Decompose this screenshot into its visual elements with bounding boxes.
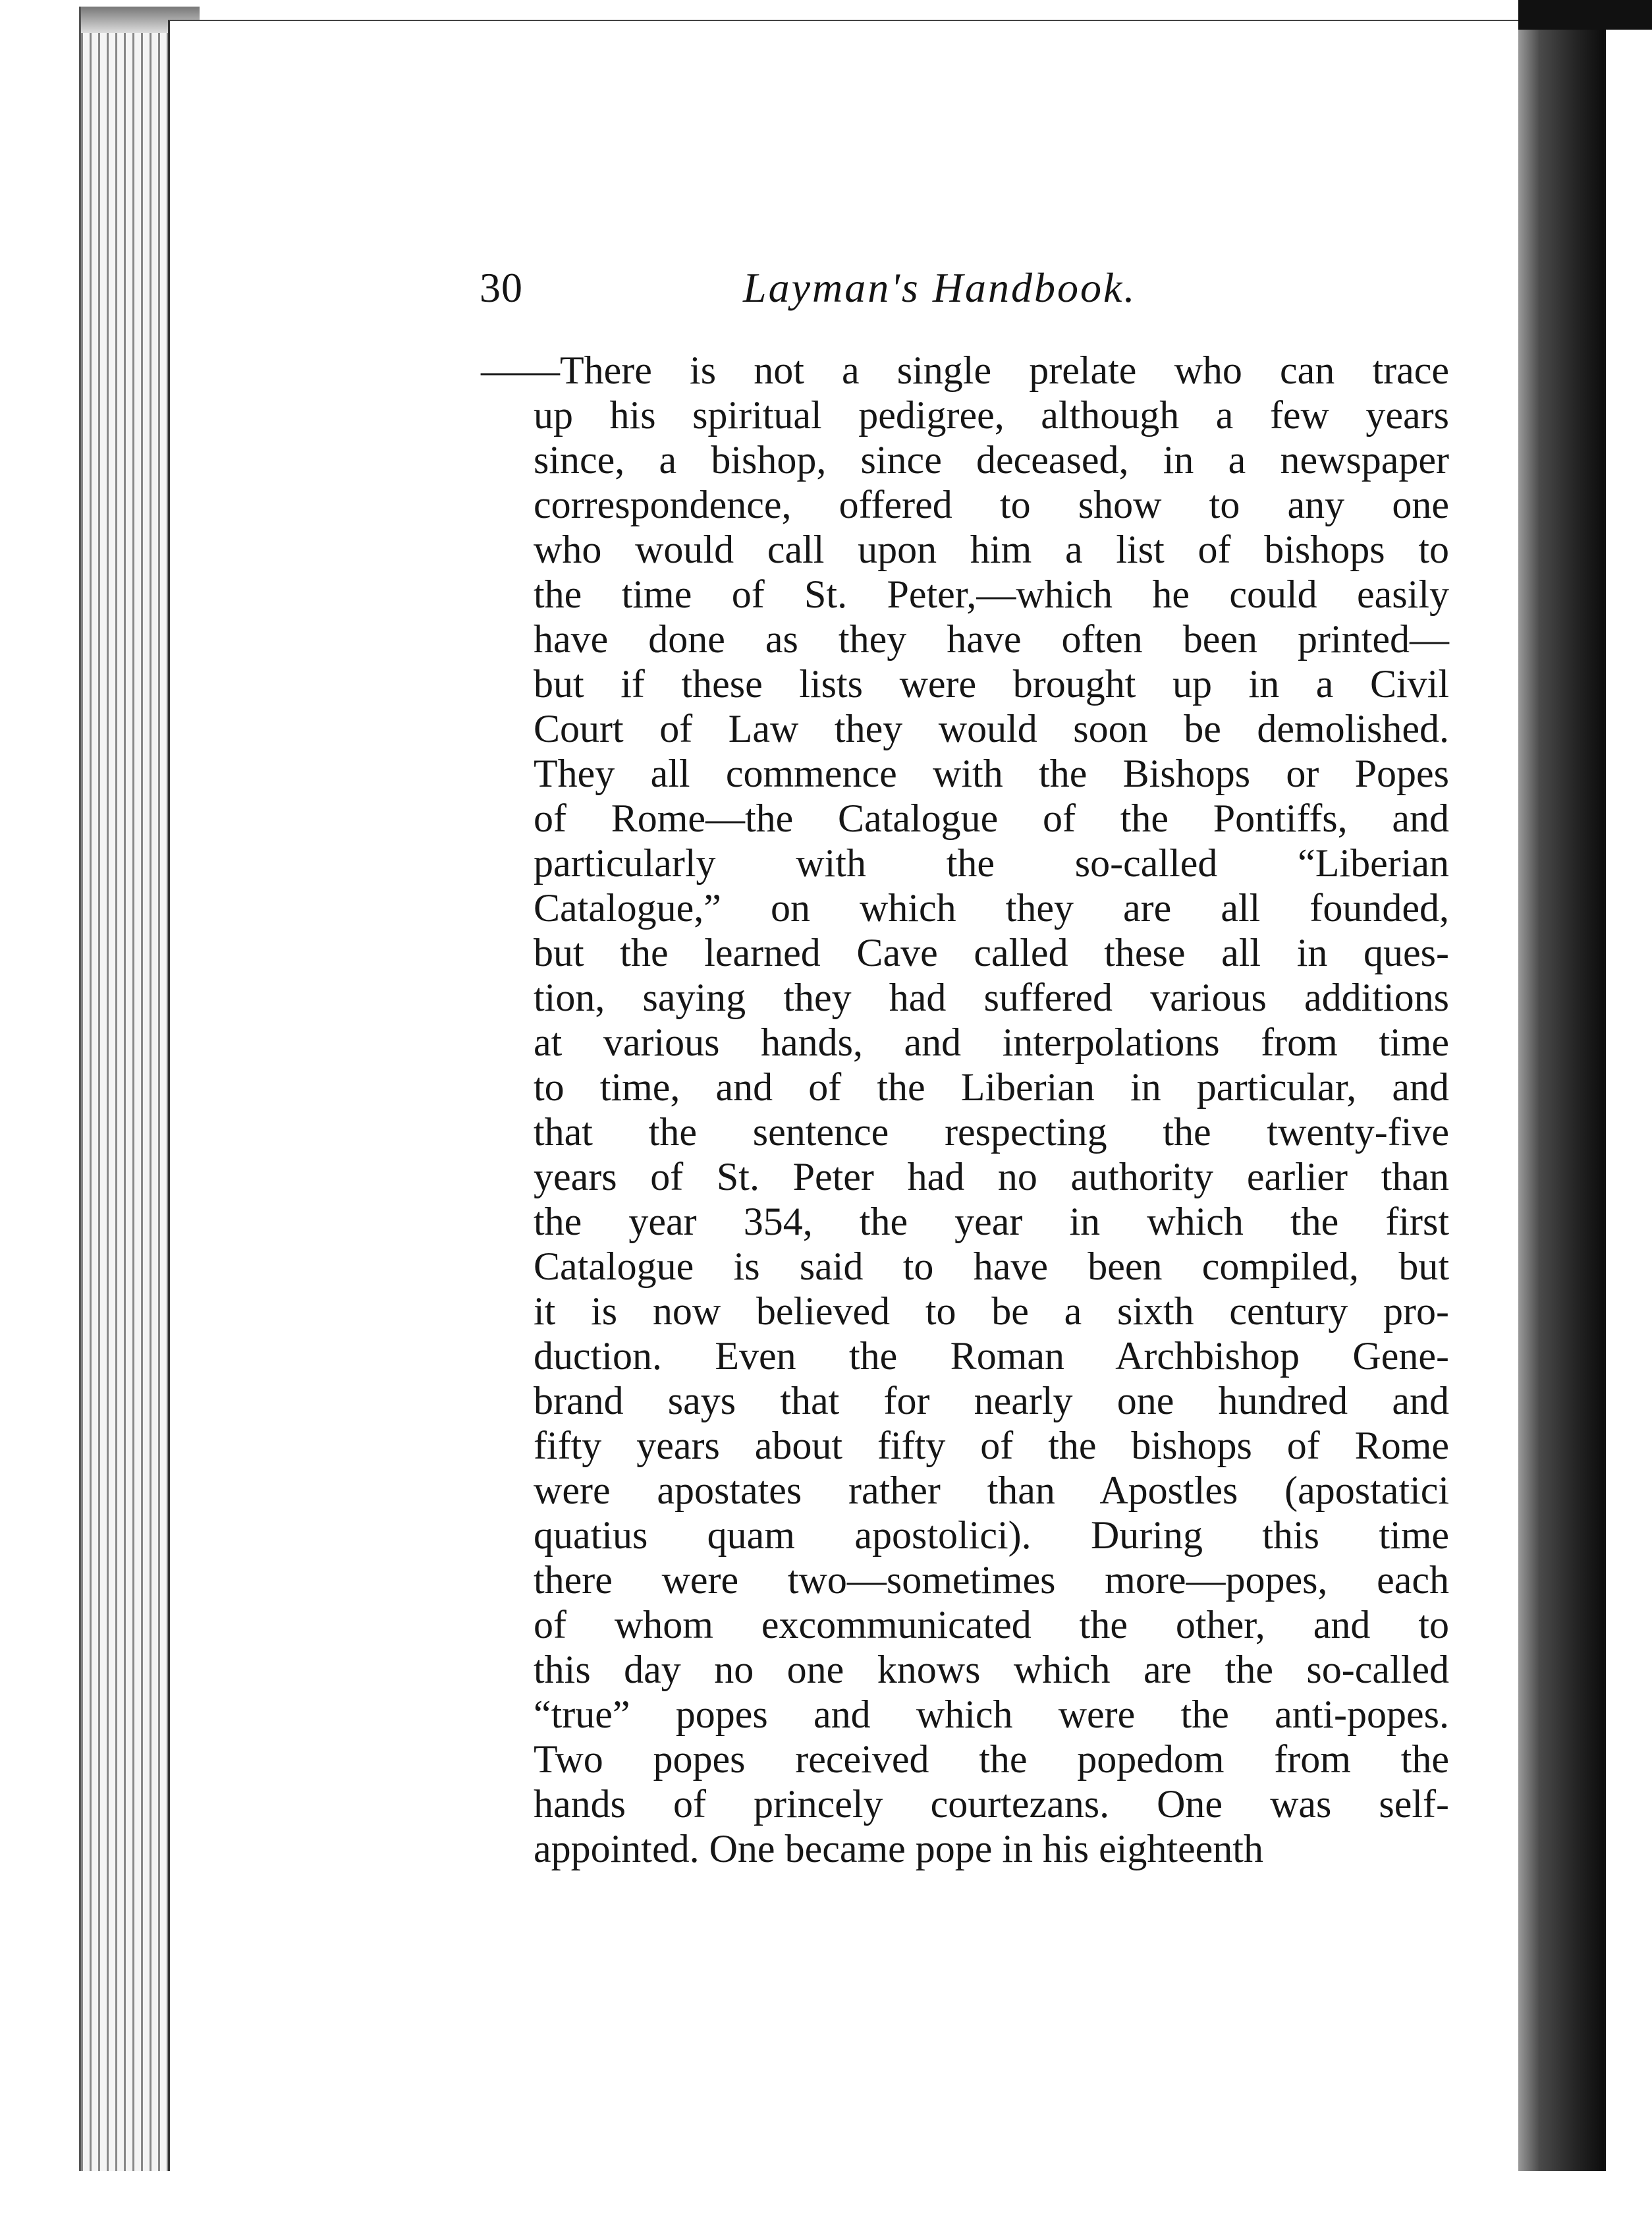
text-line: the time of St. Peter,—which he could easily <box>534 573 1449 616</box>
text-line: the year 354, the year in which the first <box>534 1200 1449 1243</box>
text-line: Two popes received the popedom from the <box>534 1737 1449 1781</box>
text-line: duction. Even the Roman Archbishop Gene- <box>534 1334 1449 1378</box>
text-line: who would call upon him a list of bishops to <box>534 528 1449 571</box>
text-line: since, a bishop, since deceased, in a newspaper <box>534 438 1449 482</box>
text-line: ——There is not a single prelate who can trace <box>481 349 1449 392</box>
text-line: “true” popes and which were the anti-popes. <box>534 1693 1449 1736</box>
text-line: appointed. One became pope in his eighteenth <box>534 1827 1263 1870</box>
text-line: but the learned Cave called these all in ques- <box>534 931 1449 974</box>
text-line: fifty years about fifty of the bishops of Rome <box>534 1424 1449 1467</box>
binding-top <box>1518 0 1652 33</box>
text-line: quatius quam apostolici). During this time <box>534 1513 1449 1557</box>
text-line: brand says that for nearly one hundred and <box>534 1379 1449 1422</box>
text-line: particularly with the so-called “Liberian <box>534 841 1449 885</box>
text-line: have done as they have often been printed— <box>534 617 1449 661</box>
text-line: that the sentence respecting the twenty-five <box>534 1110 1449 1154</box>
page-header <box>480 264 1402 323</box>
text-line: hands of princely courtezans. One was self- <box>534 1782 1449 1826</box>
text-line: Court of Law they would soon be demolished. <box>534 707 1449 750</box>
text-line: to time, and of the Liberian in particular, and <box>534 1065 1449 1109</box>
running-title: Layman's Handbook. <box>743 264 1137 311</box>
text-line: were apostates rather than Apostles (apostatici <box>534 1469 1449 1512</box>
text-line: but if these lists were brought up in a Civil <box>534 662 1449 706</box>
book-binding <box>1518 30 1604 2174</box>
text-line: there were two—sometimes more—popes, each <box>534 1558 1449 1602</box>
text-line: years of St. Peter had no authority earlier than <box>534 1155 1449 1198</box>
text-line: tion, saying they had suffered various additions <box>534 976 1449 1019</box>
text-line: up his spiritual pedigree, although a few years <box>534 393 1449 437</box>
text-line: Catalogue is said to have been compiled, but <box>534 1245 1449 1288</box>
page-number: 30 <box>480 264 523 311</box>
text-line: Catalogue,” on which they are all founded, <box>534 886 1449 930</box>
body-text <box>481 348 1449 1871</box>
text-line: it is now believed to be a sixth century pro- <box>534 1289 1449 1333</box>
text-line: They all commence with the Bishops or Popes <box>534 752 1449 795</box>
text-line: of whom excommunicated the other, and to <box>534 1603 1449 1646</box>
text-line: of Rome—the Catalogue of the Pontiffs, and <box>534 797 1449 840</box>
facing-page-edge <box>1604 30 1652 2174</box>
text-line: this day no one knows which are the so-called <box>534 1648 1449 1691</box>
bottom-margin <box>79 2171 1652 2219</box>
text-line: correspondence, offered to show to any one <box>534 483 1449 526</box>
text-line: at various hands, and interpolations from time <box>534 1021 1449 1064</box>
